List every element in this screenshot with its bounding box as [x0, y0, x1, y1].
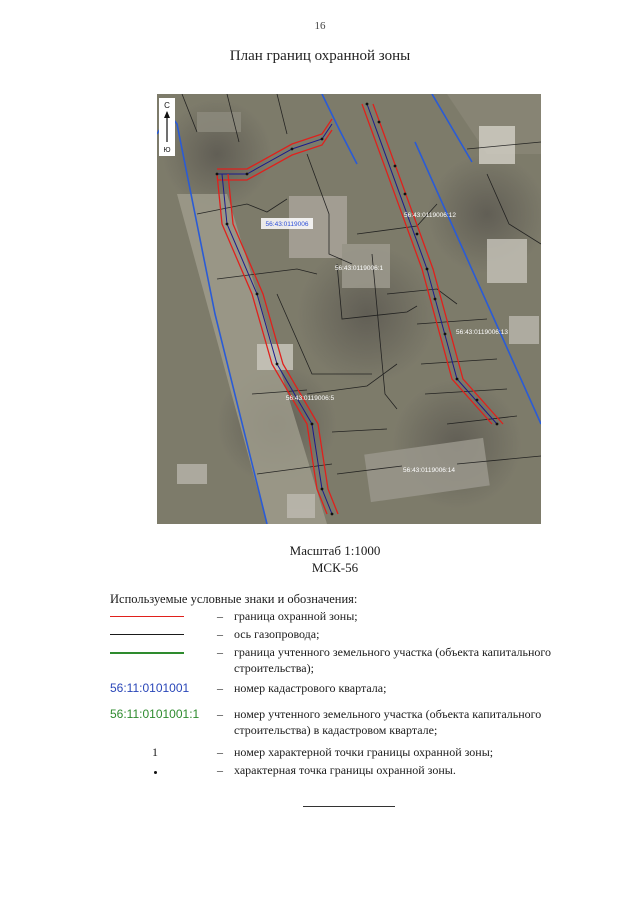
- page-number: 16: [314, 20, 326, 32]
- legend-text: характерная точка границы охранной зоны.: [234, 763, 456, 777]
- legend: [110, 608, 590, 780]
- parcel-label-1: 56:43:0119006:1: [334, 265, 384, 272]
- footer-line: [303, 806, 395, 807]
- parcel-label-12: 56:43:0119006:12: [404, 212, 456, 219]
- legend-text: граница охранной зоны;: [234, 609, 358, 623]
- scale-label: Масштаб 1:1000: [289, 543, 381, 558]
- legend-dash: –: [217, 763, 223, 777]
- legend-symbol-point-number: 1: [152, 745, 158, 759]
- scale-block: [0, 542, 640, 576]
- legend-dash: –: [217, 707, 223, 721]
- legend-dash: –: [217, 745, 223, 759]
- parcel-label-13: 56:43:0119006:13: [456, 329, 508, 336]
- legend-dash: –: [217, 681, 223, 695]
- legend-item-point-number: [110, 744, 590, 762]
- legend-item-zone-boundary: [110, 608, 590, 626]
- legend-dash: –: [217, 609, 223, 623]
- legend-item-point-marker: [110, 762, 590, 780]
- legend-item-parcel-number: [110, 706, 590, 744]
- quarter-label: 56:43:0119006: [265, 221, 309, 228]
- legend-item-parcel-boundary: [110, 644, 590, 680]
- parcel-label-5: 56:43:0119006:5: [285, 395, 335, 402]
- legend-text: номер характерной точки границы охранной зоны;: [234, 745, 494, 759]
- legend-text: граница учтенного земельного участка (объекта капитального строительства);: [234, 645, 552, 675]
- legend-item-quarter-number: [110, 680, 590, 706]
- legend-heading: Используемые условные знаки и обозначения:: [110, 592, 358, 606]
- compass-south-label: Ю: [163, 147, 171, 154]
- legend-symbol-green-line: [110, 644, 210, 660]
- compass-north-label: С: [164, 101, 170, 110]
- zone-map: [157, 94, 541, 524]
- legend-symbol-dot: [110, 762, 210, 778]
- legend-symbol-quarter: 56:11:0101001: [110, 681, 190, 695]
- legend-item-gas-axis: [110, 626, 590, 644]
- legend-symbol-black-line: [110, 626, 210, 642]
- legend-text: ось газопровода;: [234, 627, 320, 641]
- legend-text: номер учтенного земельного участка (объекта капитального строительства) в кадастровом квартале;: [234, 707, 542, 737]
- page-title: План границ охранной зоны: [229, 48, 411, 64]
- legend-dash: –: [217, 627, 223, 641]
- parcel-label-14: 56:43:0119006:14: [403, 467, 455, 474]
- legend-dash: –: [217, 645, 223, 659]
- legend-symbol-parcel: 56:11:0101001:1: [110, 707, 200, 721]
- legend-symbol-red-line: [110, 608, 210, 624]
- coordinate-system-label: МСК-56: [311, 560, 359, 575]
- legend-text: номер кадастрового квартала;: [234, 681, 387, 695]
- compass-north-arrow: [159, 98, 175, 156]
